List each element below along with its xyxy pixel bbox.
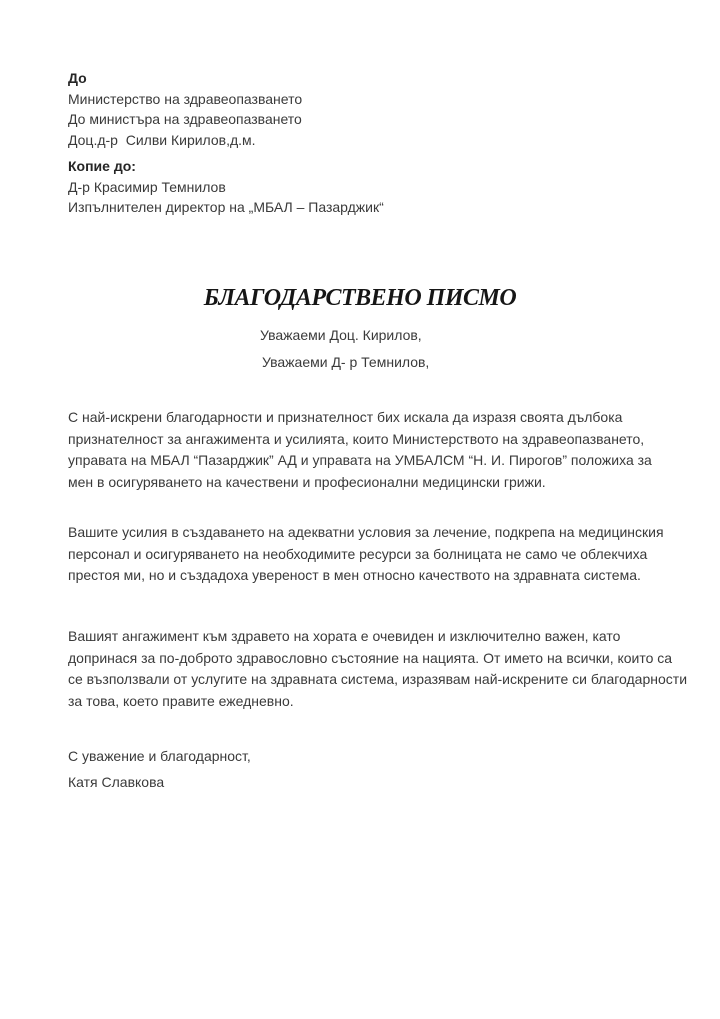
paragraph-line: за това, което правите ежедневно. [68, 693, 294, 710]
body-paragraph-3 [68, 626, 687, 713]
paragraph-line: мен в осигуряването на качествени и професионални медицински грижи. [68, 474, 546, 491]
recipient-line-ministry: Министерство на здравеопазването [68, 90, 303, 107]
letter-title: БЛАГОДАРСТВЕНО ПИСМО [203, 285, 517, 311]
recipient-line-name: Доц.д-р Силви Кирилов,д.м. [68, 131, 256, 148]
paragraph-line: Вашият ангажимент към здравето на хората е очевиден и изключително важен, като [68, 628, 621, 644]
paragraph-line: признателност за ангажимента и усилията, които Министерството на здравеопазването, [68, 430, 645, 447]
body-paragraph-1 [68, 407, 652, 494]
recipient-line-minister: До министъра на здравеопазването [68, 111, 302, 127]
paragraph-line: престоя ми, но и създадоха увереност в мен относно качеството на здравната система. [68, 567, 641, 584]
paragraph-line: се възползвали от услугите на здравната система, изразявам най-искрените си благодарности [68, 671, 688, 688]
copy-line-position: Изпълнителен директор на „МБАЛ – Пазарджик“ [68, 199, 384, 215]
body-paragraph-2 [68, 522, 664, 587]
signature-name: Катя Славкова [68, 774, 165, 790]
salutation-kirilov: Уважаеми Доц. Кирилов, [260, 327, 422, 343]
paragraph-line: С най-искрени благодарности и признателност бих искала да изразя своята дълбока [68, 409, 623, 425]
copy-block [68, 156, 384, 218]
copy-line-name: Д-р Красимир Темнилов [68, 178, 226, 195]
copy-heading: Копие до: [68, 158, 136, 174]
closing-line: С уважение и благодарност, [68, 748, 251, 764]
paragraph-line: допринася за по-доброто здравословно състояние на нацията. От името на всички, които са [68, 649, 673, 666]
paragraph-line: персонал и осигуряването на необходимите ресурси за болницата не само че облекчиха [68, 545, 648, 562]
paragraph-line: Вашите усилия в създаването на адекватни условия за лечение, подкрепа на медицинския [68, 524, 664, 540]
recipient-block [68, 68, 302, 150]
paragraph-line: управата на МБАЛ “Пазарджик” АД и управата на УМБАЛСМ “Н. И. Пирогов” положиха за [68, 452, 652, 469]
salutation-temnilov: Уважаеми Д- р Темнилов, [262, 354, 430, 370]
recipient-heading: До [68, 70, 87, 86]
